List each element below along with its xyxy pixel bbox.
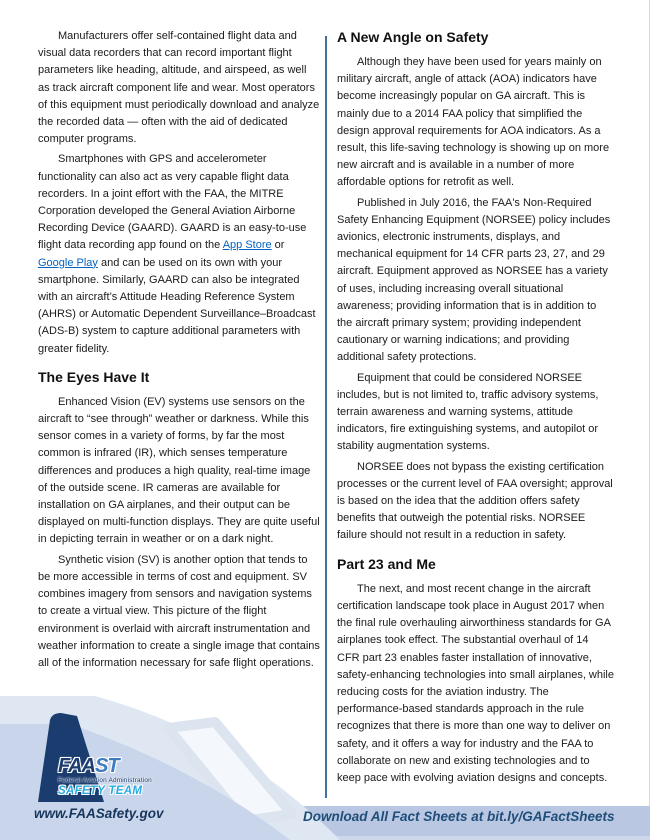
google-play-link[interactable]: Google Play [38,256,98,269]
faasafety-url: www.FAASafety.gov [34,806,164,821]
paragraph-part-23: The next, and most recent change in the aircraft certification landscape took place in August 2017 when the final rule overhauling airworthiness standards for GA airplanes took effect. The substantial overhaul of 14 CFR part 23 enables faster installation of innovative, safety-enhancing technologies into small airplanes, while reducing costs for the aviation industry. The performance-based standards approach in the rule recognizes that there is more than one way to deliver on safety, and it offers a way for industry and the FAA to collaborate on new and existing technologies and to keep pace with evolving aviation designs and concepts. [337,582,614,784]
paragraph-text: Smartphones with GPS and accelerometer functionality can also act as very capable flight data recorders. In a joint effort with the FAA, the MITRE Corporation developed the General Aviation Airborne Recording Device (GAARD). GAARD is an easy-to-use flight data recording app found on the [38,153,307,252]
faast-st-text: ST [95,755,119,777]
paragraph-smartphones [38,151,320,357]
left-column [38,28,320,675]
faast-logo [58,756,152,798]
paragraph-norsee-certification: NORSEE does not bypass the existing certification processes or the current level of FAA oversight; approval is based on the idea that the addition offers safety benefits that outweigh the potential risks. NORSEE failure should not result in a reduction in safety. [337,460,613,542]
paragraph-synthetic-vision: Synthetic vision (SV) is another option that tends to be more accessible in terms of cost and equipment. SV combines imagery from sensors and navigation systems to create a virtual view. This picture of the flight environment is overlaid with aircraft instrumentation and weather information to create a single image that contains all of the information necessary for safe flight operations. [38,553,320,669]
paragraph-norsee-equipment: Equipment that could be considered NORSEE includes, but is not limited to, traffic advisory systems, terrain awareness and warning systems, attitude indicators, fire extinguishing systems, and autopilot or stability augmentation systems. [337,371,599,453]
paragraph-text: or [271,239,285,252]
paragraph-enhanced-vision: Enhanced Vision (EV) systems use sensors on the aircraft to “see through” weather or darkness. While this sensor comes in a variety of forms, by far the most common is infrared (IR), which senses temperature differences and produces a high quality, real-time image of the outside scene. IR cameras are available for installation on GA airplanes, and their output can be displayed on multi-function displays. They are quite useful in depicting terrain in weather or on a dark night. [38,395,320,546]
section-heading-new-angle: A New Angle on Safety [337,29,489,45]
paragraph-text: and can be used on its own with your smartphone. Similarly, GAARD can also be integrated with an aircraft’s Attitude Heading Reference System (AHRS) or Automatic Dependent Surveillance–Broadcast (ADS-B) system to capture additional parameters with greater fidelity. [38,256,316,355]
footer [0,690,650,840]
safety-team-label: SAFETY TEAM [58,785,143,798]
section-heading-eyes-have-it: The Eyes Have It [38,368,150,385]
paragraph-aoa: Although they have been used for years mainly on military aircraft, angle of attack (AOA) indicators have become increasingly popular on GA aircraft. This is mainly due to a 2014 FAA policy that simplified the design approval requirements for AOA indicators. As a result, this life-saving technology is showing up on more new aircraft and is available in a number of more affordable options for retrofit as well. [337,56,610,189]
column-divider [325,36,327,798]
faast-wordmark [58,756,152,776]
paragraph-norsee-policy: Published in July 2016, the FAA's Non-Required Safety Enhancing Equipment (NORSEE) policy includes avionics, electronic instruments, displays, and mechanical equipment for 14 CFR parts 23, 27, and 29 aircraft. Equipment approved as NORSEE has a variety of uses, including increasing overall situational awareness; providing information that is in addition to the aircraft primary system; providing independent cautionary or warning indications; and providing additional safety protections. [337,196,611,364]
section-heading-part-23: Part 23 and Me [337,555,436,572]
faa-subtitle: Federal Aviation Administration [58,777,152,784]
app-store-link[interactable]: App Store [222,239,272,252]
download-note: Download All Fact Sheets at bit.ly/GAFactSheets [303,809,615,824]
right-column [337,28,614,790]
faast-faa-text: FAA [58,755,95,777]
paragraph-manufacturers: Manufacturers offer self-contained flight data and visual data recorders that can record important flight parameters like heading, altitude, and airspeed, as well as track aircraft component life and wear. Most operators of this equipment must periodically download and analyze the recorded data — often with the aid of dedicated computer programs. [38,30,320,146]
